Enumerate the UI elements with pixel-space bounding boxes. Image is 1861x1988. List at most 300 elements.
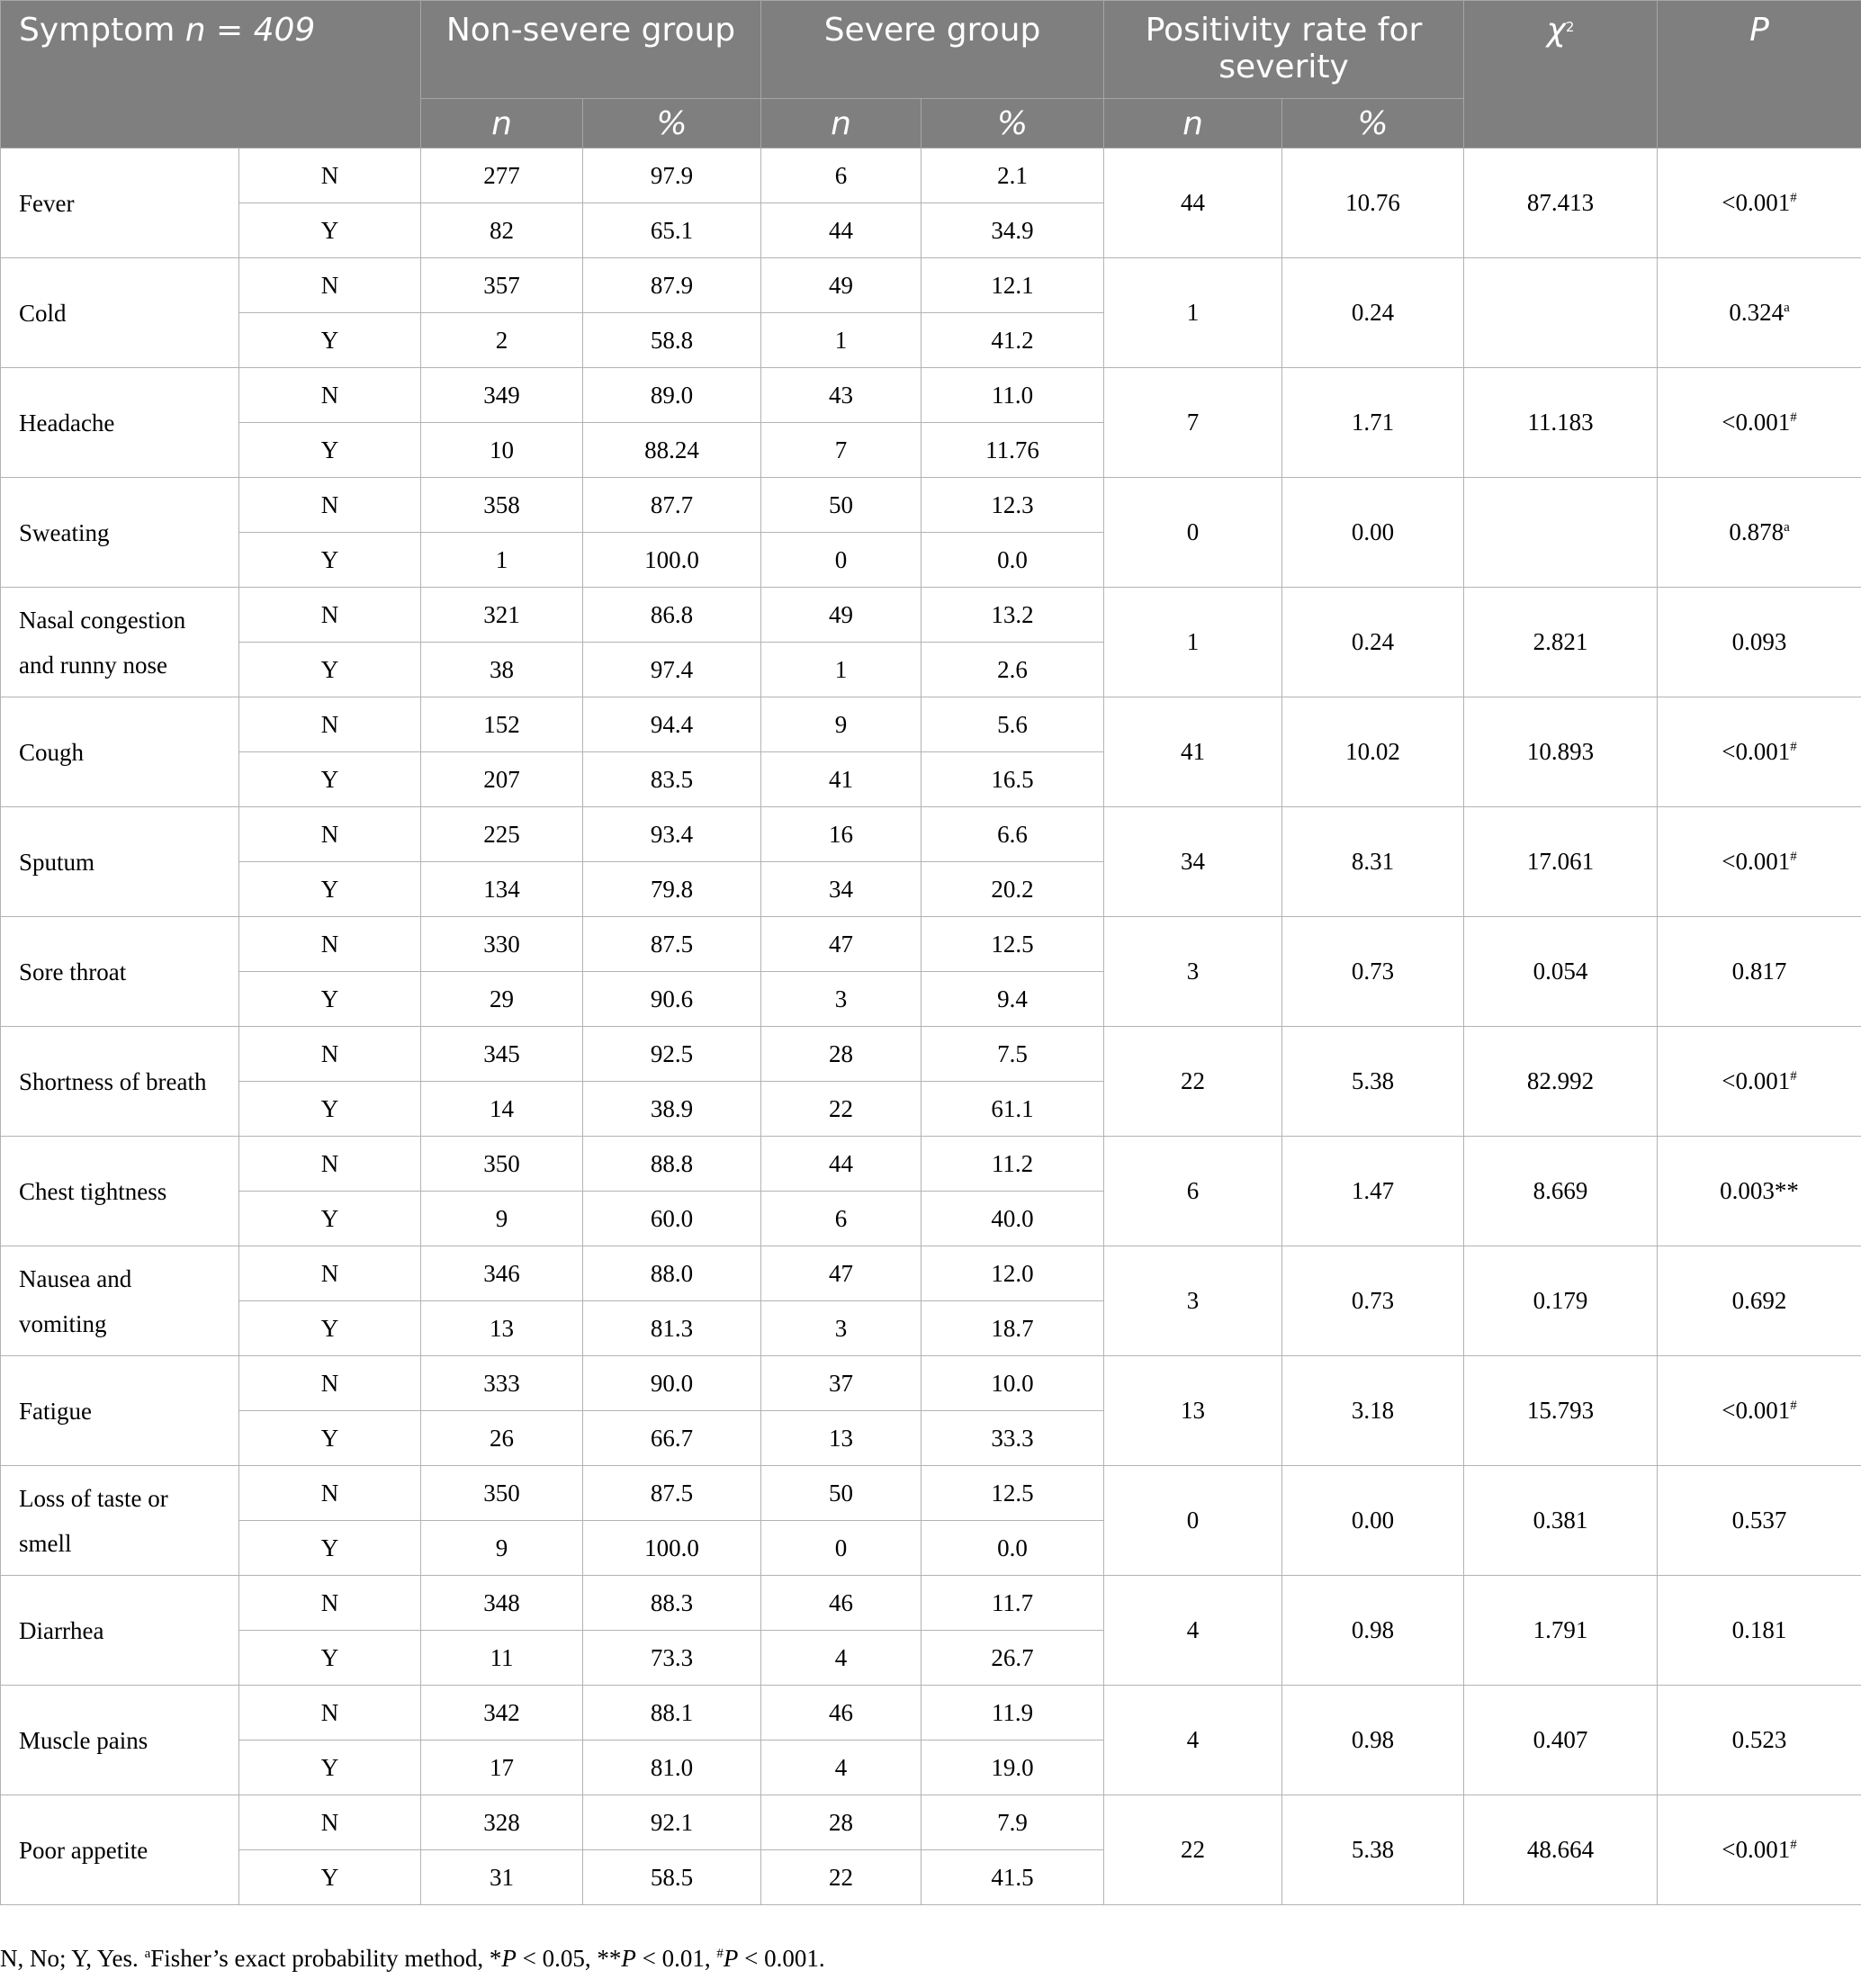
table-row xyxy=(1,697,1861,752)
positivity-pct: 10.02 xyxy=(1282,697,1464,807)
symptom-name-line: vomiting xyxy=(19,1309,107,1337)
symptom-name xyxy=(1,148,239,258)
severe-pct: 12.3 xyxy=(922,478,1104,533)
severe-pct: 11.0 xyxy=(922,368,1104,423)
non-severe-n: 11 xyxy=(421,1631,583,1686)
row-label-yes: Y xyxy=(239,1082,421,1137)
severe-n: 49 xyxy=(761,258,922,313)
header-symptom-label: Symptom xyxy=(19,12,175,49)
p-value-cell xyxy=(1658,1027,1861,1137)
positivity-n: 22 xyxy=(1104,1795,1282,1905)
row-label-no: N xyxy=(239,697,421,752)
table-header xyxy=(1,1,1861,148)
row-label-no: N xyxy=(239,148,421,203)
p-value: <0.001 xyxy=(1722,848,1791,875)
row-label-yes: Y xyxy=(239,1301,421,1356)
severe-n: 49 xyxy=(761,588,922,643)
symptom-name xyxy=(1,1795,239,1905)
p-value-mark: # xyxy=(1790,850,1797,864)
symptom-name-line: Poor appetite xyxy=(19,1836,148,1864)
severe-n: 43 xyxy=(761,368,922,423)
severe-n: 46 xyxy=(761,1686,922,1741)
non-severe-n: 26 xyxy=(421,1411,583,1466)
non-severe-pct: 97.4 xyxy=(583,643,761,697)
p-value-mark: # xyxy=(1790,1399,1797,1413)
non-severe-pct: 79.8 xyxy=(583,862,761,917)
severe-pct: 11.76 xyxy=(922,423,1104,478)
severe-n: 7 xyxy=(761,423,922,478)
positivity-n: 0 xyxy=(1104,1466,1282,1576)
non-severe-n: 31 xyxy=(421,1850,583,1905)
chi-square-value: 0.179 xyxy=(1464,1246,1658,1356)
p-value-cell xyxy=(1658,1466,1861,1576)
p-value-cell xyxy=(1658,807,1861,917)
non-severe-pct: 88.8 xyxy=(583,1137,761,1192)
chi-square-value: 0.054 xyxy=(1464,917,1658,1027)
non-severe-n: 82 xyxy=(421,203,583,258)
row-label-yes: Y xyxy=(239,203,421,258)
symptom-name xyxy=(1,478,239,588)
severe-pct: 11.7 xyxy=(922,1576,1104,1631)
positivity-n: 13 xyxy=(1104,1356,1282,1466)
non-severe-n: 2 xyxy=(421,313,583,368)
table-row xyxy=(1,1137,1861,1192)
symptom-name-line: Nasal congestion xyxy=(19,606,186,634)
non-severe-n: 328 xyxy=(421,1795,583,1850)
table-row xyxy=(1,148,1861,203)
symptom-name-line: Loss of taste or xyxy=(19,1484,168,1512)
positivity-pct: 1.47 xyxy=(1282,1137,1464,1246)
severe-pct: 11.9 xyxy=(922,1686,1104,1741)
non-severe-pct: 66.7 xyxy=(583,1411,761,1466)
symptom-name-line: Shortness of breath xyxy=(19,1067,207,1095)
symptom-name-line: Sweating xyxy=(19,518,110,546)
non-severe-n: 152 xyxy=(421,697,583,752)
symptom-name-line: Diarrhea xyxy=(19,1616,104,1644)
symptom-name xyxy=(1,1466,239,1576)
p-value-mark: # xyxy=(1790,410,1797,425)
positivity-pct: 8.31 xyxy=(1282,807,1464,917)
p-value-mark: a xyxy=(1784,520,1790,535)
non-severe-pct: 88.1 xyxy=(583,1686,761,1741)
symptom-name-line: Sore throat xyxy=(19,958,127,985)
table-body xyxy=(1,148,1861,1905)
severe-n: 6 xyxy=(761,1192,922,1246)
severe-pct: 0.0 xyxy=(922,533,1104,588)
p-value-cell xyxy=(1658,917,1861,1027)
row-label-yes: Y xyxy=(239,313,421,368)
positivity-n: 44 xyxy=(1104,148,1282,258)
severe-pct: 9.4 xyxy=(922,972,1104,1027)
symptom-name xyxy=(1,807,239,917)
p-value-cell xyxy=(1658,697,1861,807)
row-label-yes: Y xyxy=(239,752,421,807)
symptom-name-line: and runny nose xyxy=(19,651,167,679)
p-value: <0.001 xyxy=(1722,189,1791,216)
symptom-name xyxy=(1,368,239,478)
row-label-no: N xyxy=(239,1246,421,1301)
non-severe-pct: 88.3 xyxy=(583,1576,761,1631)
row-label-no: N xyxy=(239,1027,421,1082)
symptom-name xyxy=(1,258,239,368)
p-value-cell xyxy=(1658,1686,1861,1795)
positivity-pct: 0.24 xyxy=(1282,258,1464,368)
non-severe-n: 10 xyxy=(421,423,583,478)
footnote-p-1: P xyxy=(501,1945,517,1972)
non-severe-n: 14 xyxy=(421,1082,583,1137)
severe-n: 47 xyxy=(761,917,922,972)
subheader-non-severe-pct: % xyxy=(583,99,761,148)
symptom-name-line: Cough xyxy=(19,738,85,766)
non-severe-n: 29 xyxy=(421,972,583,1027)
row-label-yes: Y xyxy=(239,1411,421,1466)
symptom-name-line: Fever xyxy=(19,189,75,217)
non-severe-pct: 87.7 xyxy=(583,478,761,533)
positivity-n: 3 xyxy=(1104,917,1282,1027)
severe-n: 41 xyxy=(761,752,922,807)
footnote-text-3: < 0.05, ** xyxy=(516,1945,622,1972)
non-severe-n: 17 xyxy=(421,1741,583,1795)
non-severe-pct: 58.5 xyxy=(583,1850,761,1905)
p-value-cell xyxy=(1658,258,1861,368)
row-label-no: N xyxy=(239,1576,421,1631)
header-positivity-line1: Positivity rate for xyxy=(1145,12,1423,49)
non-severe-pct: 90.6 xyxy=(583,972,761,1027)
severe-n: 50 xyxy=(761,1466,922,1521)
severe-n: 22 xyxy=(761,1082,922,1137)
severe-n: 28 xyxy=(761,1027,922,1082)
severe-n: 4 xyxy=(761,1631,922,1686)
row-label-yes: Y xyxy=(239,533,421,588)
positivity-n: 3 xyxy=(1104,1246,1282,1356)
chi-square-value: 48.664 xyxy=(1464,1795,1658,1905)
symptom-name-line: Headache xyxy=(19,409,115,436)
non-severe-pct: 100.0 xyxy=(583,533,761,588)
symptom-name xyxy=(1,1246,239,1356)
severe-pct: 34.9 xyxy=(922,203,1104,258)
non-severe-n: 350 xyxy=(421,1137,583,1192)
non-severe-pct: 89.0 xyxy=(583,368,761,423)
severe-n: 50 xyxy=(761,478,922,533)
row-label-no: N xyxy=(239,1466,421,1521)
p-value-mark: a xyxy=(1784,301,1790,315)
footnote-text-1: N, No; Y, Yes. xyxy=(0,1945,145,1972)
table-row xyxy=(1,1795,1861,1850)
positivity-pct: 0.00 xyxy=(1282,1466,1464,1576)
positivity-n: 1 xyxy=(1104,258,1282,368)
severe-n: 37 xyxy=(761,1356,922,1411)
severe-pct: 40.0 xyxy=(922,1192,1104,1246)
positivity-n: 7 xyxy=(1104,368,1282,478)
table-row xyxy=(1,1576,1861,1631)
table-footnote xyxy=(0,1945,825,1973)
p-value-mark: # xyxy=(1790,1838,1797,1852)
positivity-n: 0 xyxy=(1104,478,1282,588)
positivity-n: 41 xyxy=(1104,697,1282,807)
non-severe-pct: 38.9 xyxy=(583,1082,761,1137)
severe-pct: 12.1 xyxy=(922,258,1104,313)
symptom-name-line: Cold xyxy=(19,299,67,327)
non-severe-pct: 88.0 xyxy=(583,1246,761,1301)
subheader-severe-pct: % xyxy=(922,99,1104,148)
severe-pct: 33.3 xyxy=(922,1411,1104,1466)
chi-square-value xyxy=(1464,258,1658,368)
positivity-pct: 0.24 xyxy=(1282,588,1464,697)
chi-square-value: 0.407 xyxy=(1464,1686,1658,1795)
severe-pct: 12.5 xyxy=(922,1466,1104,1521)
severe-n: 16 xyxy=(761,807,922,862)
non-severe-n: 333 xyxy=(421,1356,583,1411)
non-severe-pct: 87.9 xyxy=(583,258,761,313)
p-value: 0.003** xyxy=(1720,1177,1799,1204)
chi-square-value: 8.669 xyxy=(1464,1137,1658,1246)
severe-pct: 0.0 xyxy=(922,1521,1104,1576)
p-value-cell xyxy=(1658,1795,1861,1905)
positivity-n: 6 xyxy=(1104,1137,1282,1246)
subheader-positivity-pct: % xyxy=(1282,99,1464,148)
severe-n: 13 xyxy=(761,1411,922,1466)
row-label-yes: Y xyxy=(239,1192,421,1246)
p-value-mark: # xyxy=(1790,1069,1797,1084)
row-label-no: N xyxy=(239,1356,421,1411)
header-non-severe: Non-severe group xyxy=(421,1,761,99)
p-value-mark: # xyxy=(1790,740,1797,754)
non-severe-pct: 65.1 xyxy=(583,203,761,258)
severe-n: 44 xyxy=(761,203,922,258)
header-severe: Severe group xyxy=(761,1,1104,99)
p-value: 0.324 xyxy=(1729,299,1785,326)
row-label-no: N xyxy=(239,588,421,643)
non-severe-n: 9 xyxy=(421,1192,583,1246)
non-severe-n: 13 xyxy=(421,1301,583,1356)
p-value: <0.001 xyxy=(1722,409,1791,436)
footnote-text-2: Fisher’s exact probability method, * xyxy=(150,1945,502,1972)
header-symptom xyxy=(1,1,421,148)
non-severe-n: 134 xyxy=(421,862,583,917)
chi-square-value: 87.413 xyxy=(1464,148,1658,258)
header-p: P xyxy=(1658,1,1861,148)
table-row xyxy=(1,588,1861,643)
row-label-yes: Y xyxy=(239,1850,421,1905)
non-severe-n: 342 xyxy=(421,1686,583,1741)
severe-n: 47 xyxy=(761,1246,922,1301)
non-severe-pct: 97.9 xyxy=(583,148,761,203)
chi-square-value: 11.183 xyxy=(1464,368,1658,478)
non-severe-n: 225 xyxy=(421,807,583,862)
symptom-name xyxy=(1,697,239,807)
non-severe-pct: 100.0 xyxy=(583,1521,761,1576)
severe-pct: 26.7 xyxy=(922,1631,1104,1686)
symptom-name xyxy=(1,917,239,1027)
row-label-no: N xyxy=(239,917,421,972)
severe-pct: 10.0 xyxy=(922,1356,1104,1411)
severe-pct: 2.1 xyxy=(922,148,1104,203)
non-severe-pct: 92.1 xyxy=(583,1795,761,1850)
symptom-name xyxy=(1,588,239,697)
severe-n: 3 xyxy=(761,1301,922,1356)
positivity-pct: 0.73 xyxy=(1282,1246,1464,1356)
symptom-name xyxy=(1,1137,239,1246)
p-value: <0.001 xyxy=(1722,1836,1791,1863)
footnote-p-2: P xyxy=(621,1945,636,1972)
header-chi-superscript: 2 xyxy=(1565,19,1575,35)
positivity-n: 34 xyxy=(1104,807,1282,917)
row-label-no: N xyxy=(239,368,421,423)
row-label-no: N xyxy=(239,258,421,313)
severe-pct: 12.5 xyxy=(922,917,1104,972)
symptom-name-line: Nausea and xyxy=(19,1264,132,1292)
severe-pct: 12.0 xyxy=(922,1246,1104,1301)
non-severe-n: 330 xyxy=(421,917,583,972)
severe-n: 34 xyxy=(761,862,922,917)
p-value: <0.001 xyxy=(1722,1067,1791,1094)
severe-n: 3 xyxy=(761,972,922,1027)
positivity-pct: 0.73 xyxy=(1282,917,1464,1027)
severe-pct: 2.6 xyxy=(922,643,1104,697)
non-severe-n: 346 xyxy=(421,1246,583,1301)
row-label-yes: Y xyxy=(239,643,421,697)
table-row xyxy=(1,478,1861,533)
p-value-cell xyxy=(1658,1246,1861,1356)
header-chi-square xyxy=(1464,1,1658,148)
non-severe-n: 349 xyxy=(421,368,583,423)
row-label-yes: Y xyxy=(239,423,421,478)
non-severe-n: 358 xyxy=(421,478,583,533)
footnote-text-4: < 0.01, xyxy=(635,1945,717,1972)
symptom-name xyxy=(1,1027,239,1137)
symptom-name xyxy=(1,1576,239,1686)
positivity-n: 1 xyxy=(1104,588,1282,697)
row-label-no: N xyxy=(239,1686,421,1741)
non-severe-n: 38 xyxy=(421,643,583,697)
symptom-name-line: Chest tightness xyxy=(19,1177,167,1205)
severe-pct: 13.2 xyxy=(922,588,1104,643)
p-value: 0.093 xyxy=(1731,628,1787,655)
positivity-pct: 10.76 xyxy=(1282,148,1464,258)
chi-square-value: 2.821 xyxy=(1464,588,1658,697)
positivity-n: 4 xyxy=(1104,1686,1282,1795)
header-chi-symbol: χ xyxy=(1546,12,1566,49)
non-severe-pct: 81.0 xyxy=(583,1741,761,1795)
non-severe-pct: 83.5 xyxy=(583,752,761,807)
symptom-name-line: Fatigue xyxy=(19,1397,92,1425)
p-value-cell xyxy=(1658,1356,1861,1466)
non-severe-pct: 90.0 xyxy=(583,1356,761,1411)
non-severe-pct: 92.5 xyxy=(583,1027,761,1082)
chi-square-value xyxy=(1464,478,1658,588)
footnote-sup-a: a xyxy=(144,1947,151,1961)
p-value: 0.878 xyxy=(1729,518,1785,545)
severe-pct: 16.5 xyxy=(922,752,1104,807)
row-label-yes: Y xyxy=(239,972,421,1027)
severe-n: 6 xyxy=(761,148,922,203)
non-severe-n: 207 xyxy=(421,752,583,807)
non-severe-n: 350 xyxy=(421,1466,583,1521)
table-row xyxy=(1,807,1861,862)
severe-pct: 5.6 xyxy=(922,697,1104,752)
positivity-pct: 0.98 xyxy=(1282,1686,1464,1795)
chi-square-value: 1.791 xyxy=(1464,1576,1658,1686)
table-row xyxy=(1,1356,1861,1411)
severe-pct: 18.7 xyxy=(922,1301,1104,1356)
p-value: 0.817 xyxy=(1731,958,1787,985)
footnote-text-5: < 0.001. xyxy=(738,1945,825,1972)
non-severe-pct: 58.8 xyxy=(583,313,761,368)
p-value-mark: # xyxy=(1790,191,1797,205)
severe-n: 44 xyxy=(761,1137,922,1192)
non-severe-n: 321 xyxy=(421,588,583,643)
non-severe-n: 348 xyxy=(421,1576,583,1631)
non-severe-n: 357 xyxy=(421,258,583,313)
severe-pct: 7.5 xyxy=(922,1027,1104,1082)
p-value-cell xyxy=(1658,1137,1861,1246)
footnote-sup-hash: # xyxy=(716,1947,724,1961)
severe-pct: 41.2 xyxy=(922,313,1104,368)
row-label-no: N xyxy=(239,807,421,862)
row-label-no: N xyxy=(239,1137,421,1192)
p-value-cell xyxy=(1658,368,1861,478)
chi-square-value: 15.793 xyxy=(1464,1356,1658,1466)
header-positivity-line2: severity xyxy=(1218,49,1349,85)
severe-n: 22 xyxy=(761,1850,922,1905)
severe-n: 46 xyxy=(761,1576,922,1631)
table-row xyxy=(1,1466,1861,1521)
non-severe-pct: 87.5 xyxy=(583,1466,761,1521)
positivity-n: 4 xyxy=(1104,1576,1282,1686)
severe-n: 1 xyxy=(761,313,922,368)
non-severe-n: 1 xyxy=(421,533,583,588)
row-label-yes: Y xyxy=(239,1521,421,1576)
severe-n: 9 xyxy=(761,697,922,752)
row-label-yes: Y xyxy=(239,862,421,917)
subheader-non-severe-n: n xyxy=(421,99,583,148)
p-value: <0.001 xyxy=(1722,738,1791,765)
row-label-no: N xyxy=(239,1795,421,1850)
symptom-name xyxy=(1,1356,239,1466)
p-value-cell xyxy=(1658,1576,1861,1686)
non-severe-pct: 88.24 xyxy=(583,423,761,478)
p-value: 0.181 xyxy=(1731,1616,1787,1643)
severe-n: 1 xyxy=(761,643,922,697)
non-severe-n: 277 xyxy=(421,148,583,203)
header-symptom-count: n = 409 xyxy=(184,12,316,49)
row-label-yes: Y xyxy=(239,1741,421,1795)
chi-square-value: 0.381 xyxy=(1464,1466,1658,1576)
non-severe-pct: 86.8 xyxy=(583,588,761,643)
severe-n: 28 xyxy=(761,1795,922,1850)
chi-square-value: 82.992 xyxy=(1464,1027,1658,1137)
positivity-pct: 5.38 xyxy=(1282,1795,1464,1905)
severe-pct: 41.5 xyxy=(922,1850,1104,1905)
p-value-cell xyxy=(1658,478,1861,588)
severe-n: 0 xyxy=(761,533,922,588)
non-severe-pct: 87.5 xyxy=(583,917,761,972)
table-row xyxy=(1,258,1861,313)
non-severe-pct: 60.0 xyxy=(583,1192,761,1246)
footnote-p-3: P xyxy=(723,1945,739,1972)
symptom-name-line: Muscle pains xyxy=(19,1726,148,1754)
symptom-name-line: Sputum xyxy=(19,848,95,876)
non-severe-pct: 94.4 xyxy=(583,697,761,752)
positivity-pct: 5.38 xyxy=(1282,1027,1464,1137)
table-row xyxy=(1,1027,1861,1082)
subheader-positivity-n: n xyxy=(1104,99,1282,148)
p-value: 0.537 xyxy=(1731,1507,1787,1534)
subheader-severe-n: n xyxy=(761,99,922,148)
severe-pct: 6.6 xyxy=(922,807,1104,862)
positivity-pct: 0.00 xyxy=(1282,478,1464,588)
row-label-no: N xyxy=(239,478,421,533)
